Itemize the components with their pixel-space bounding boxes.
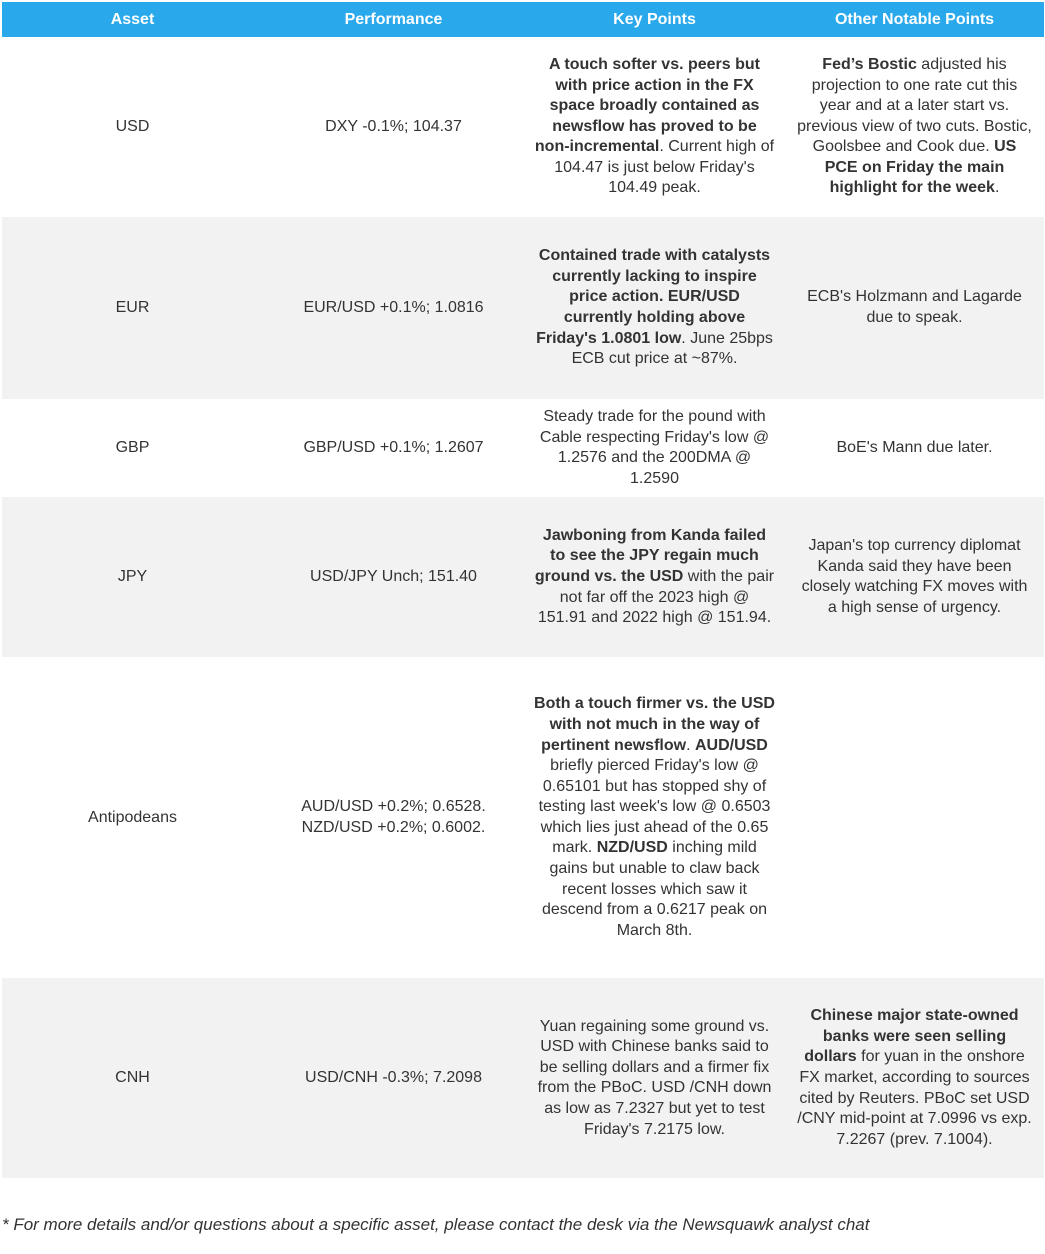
highlight-text: NZD/USD [596,839,668,857]
cell-key-points [524,37,785,217]
cell-other-notable-points [785,978,1044,1178]
performance-line: USD/JPY Unch; 151.40 [310,568,477,586]
performance-line: GBP/USD +0.1%; 1.2607 [303,438,484,456]
cell-key-points [524,399,785,497]
asset-label: GBP [115,438,150,456]
body-text: . [994,179,1000,197]
cell-key-points [524,497,785,657]
body-text: adjusted his projection to one rate cut this year and at a later start vs. previous view of two cuts. Bostic, Goolsbee and Cook due. [797,55,1032,156]
cell-performance [263,217,524,399]
table-row [2,497,1044,657]
highlight-text: AUD/USD [694,736,768,754]
highlight-text: Chinese major state-owned banks were seen selling dollars [804,1007,1019,1066]
cell-performance [263,37,524,217]
table-row [2,217,1044,399]
table-row [2,978,1044,1178]
cell-other-notable-points [785,217,1044,399]
cell-asset [2,399,263,497]
header-performance: Performance [263,2,524,37]
performance-line: AUD/USD +0.2%; 0.6528. [301,798,486,816]
body-text: BoE's Mann due later. [836,438,993,456]
body-text: inching mild gains but unable to claw back recent losses which saw it descend from a 0.6217 peak on March 8th. [541,839,768,939]
header-other-notable-points: Other Notable Points [785,2,1044,37]
body-text: briefly pierced Friday's low @ 0.65101 but has stopped shy of testing last week's low @ 0.6503 which lies just ahead of the 0.65 mark. [538,757,771,857]
table-header-row [2,2,1044,37]
cell-performance [263,399,524,497]
cell-asset [2,978,263,1178]
cell-key-points [524,978,785,1178]
body-text: Japan's top currency diplomat Kanda said they have been closely watching FX moves with a high sense of urgency. [801,537,1028,616]
cell-key-points [524,657,785,978]
highlight-text: Both a touch firmer vs. the USD with not much in the way of pertinent newsflow [534,695,775,754]
highlight-text: A touch softer vs. peers but with price action in the FX space broadly contained as newsflow has proved to be non-incremental [534,55,760,156]
fx-table [2,2,1044,1178]
asset-label: EUR [115,298,150,316]
performance-line: DXY -0.1%; 104.37 [325,117,462,135]
highlight-text: Contained trade with catalysts currently lacking to inspire price action. EUR/USD currently holding above Friday's 1.0801 low [536,247,771,347]
body-text: for yuan in the onshore FX market, according to sources cited by Reuters. PBoC set USD /CNY mid-point at 7.0996 vs exp. 7.2267 (prev. 7.1004). [797,1048,1032,1148]
table-row [2,37,1044,217]
cell-other-notable-points [785,399,1044,497]
table-row [2,657,1044,978]
body-text: Steady trade for the pound with Cable respecting Friday's low @ 1.2576 and the 200DMA @ 1.2590 [539,408,770,487]
cell-asset [2,217,263,399]
table-row [2,399,1044,497]
cell-asset [2,37,263,217]
body-text: ECB's Holzmann and Lagarde due to speak. [807,288,1022,326]
highlight-text: Jawboning from Kanda failed to see the JPY regain much ground vs. the USD [534,526,767,586]
cell-other-notable-points [785,657,1044,978]
body-text: . June 25bps ECB cut price at ~87%. [571,329,773,368]
asset-label: Antipodeans [88,808,177,826]
body-text: . [686,736,695,754]
asset-label: JPY [117,568,148,586]
cell-asset [2,657,263,978]
highlight-text: US PCE on Friday the main highlight for the week [824,138,1017,197]
performance-line: NZD/USD +0.2%; 0.6002. [301,818,486,836]
footer-note: * For more details and/or questions about a specific asset, please contact the desk via the Newsquawk analyst chat [2,1215,870,1234]
cell-key-points [524,217,785,399]
cell-other-notable-points [785,497,1044,657]
performance-line: EUR/USD +0.1%; 1.0816 [303,298,484,316]
asset-label: CNH [115,1069,150,1087]
body-text: with the pair not far off the 2023 high @ 151.91 and 2022 high @ 151.94. [537,568,775,627]
asset-label: USD [115,117,150,135]
highlight-text: Fed’s Bostic [822,55,917,73]
body-text: . Current high of 104.47 is just below Friday's 104.49 peak. [554,138,775,197]
cell-asset [2,497,263,657]
cell-performance [263,657,524,978]
header-key-points: Key Points [524,2,785,37]
cell-performance [263,497,524,657]
header-asset: Asset [2,2,263,37]
body-text: Yuan regaining some ground vs. USD with Chinese banks said to be selling dollars and a firmer fix from the PBoC. USD /CNH down as low as 7.2327 but yet to test Friday's 7.2175 low. [537,1017,772,1138]
cell-other-notable-points [785,37,1044,217]
performance-line: USD/CNH -0.3%; 7.2098 [305,1069,482,1087]
cell-performance [263,978,524,1178]
table-body [2,37,1044,1178]
